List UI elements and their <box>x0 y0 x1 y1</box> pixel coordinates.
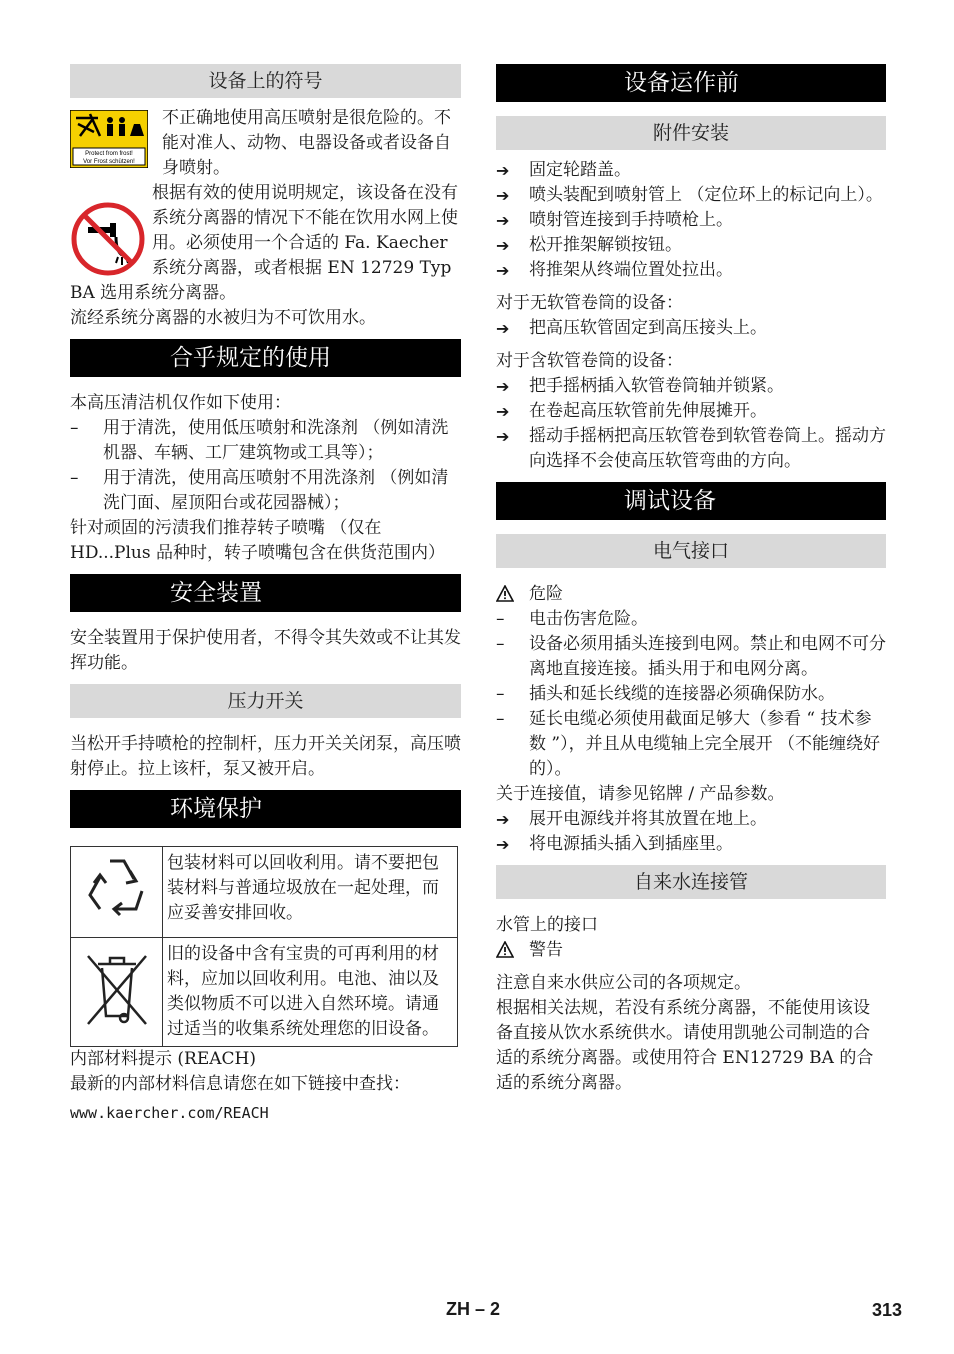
list-item: ➔ 把手摇柄插入软管卷筒轴并锁紧。 <box>496 374 886 399</box>
connection-note: 关于连接值，请参见铭牌 / 产品参数。 <box>496 784 785 804</box>
list-item: – 用于清洗，使用高压喷射不用洗涤剂 （例如清洗门面、屋顶阳台或花园器械）； <box>70 468 449 513</box>
reel-title: 对于含软管卷筒的设备： <box>496 351 683 371</box>
list-item: – 电击伤害危险。 <box>496 609 648 629</box>
warning-triangle-icon <box>496 941 514 958</box>
symbol-text-3: 流经系统分离器的水被归为不可饮用水。 <box>70 308 376 328</box>
footer-section: ZH – 2 <box>446 1299 501 1319</box>
list-item: – 设备必须用插头连接到电网。禁止和电网不可分离地直接连接。插头用于和电网分离。 <box>496 634 886 679</box>
commissioning-heading: 调试设备 <box>496 482 886 520</box>
accessory-heading: 附件安装 <box>496 116 886 150</box>
pressure-switch-heading: 压力开关 <box>70 684 461 718</box>
list-item: ➔ 将推架从终端位置处拉出。 <box>496 258 886 283</box>
intended-use-heading: 合乎规定的使用 <box>70 339 461 377</box>
list-item: ➔ 将电源插头插入到插座里。 <box>496 832 886 857</box>
before-operation-heading: 设备运作前 <box>496 64 886 102</box>
electrical-heading: 电气接口 <box>496 534 886 568</box>
arrow-icon: ➔ <box>496 236 510 255</box>
warning-triangle-icon <box>496 585 514 602</box>
recycle-icon <box>80 851 154 925</box>
list-item: – 用于清洗，使用低压喷射和洗涤剂 （例如清洗机器、车辆、工厂建筑物或工具等）； <box>70 418 449 463</box>
arrow-icon: ➔ <box>496 211 510 230</box>
list-item: ➔ 展开电源线并将其放置在地上。 <box>496 807 886 832</box>
water-text-2: 根据相关法规，若没有系统分离器，不能使用该设备直接从饮水系统供水。请使用凯驰公司制造的合适的系统分离器。或使用符合 EN12729 BA 的合适的系统分离器。 <box>496 998 874 1093</box>
safety-heading: 安全装置 <box>70 574 461 612</box>
reach-title: 内部材料提示 (REACH) <box>70 1049 256 1069</box>
reach-text: 最新的内部材料信息请您在如下链接中查找： <box>70 1074 410 1094</box>
symbol-text-1: 不正确地使用高压喷射是很危险的。不能对准人、动物、电器设备或者设备自身喷射。 <box>162 108 451 178</box>
symbols-heading: 设备上的符号 <box>70 64 461 98</box>
table-row <box>71 938 458 1047</box>
list-item: ➔ 摇动手摇柄把高压软管卷到软管卷筒上。摇动方向选择不会使高压软管弯曲的方向。 <box>496 426 886 471</box>
arrow-icon: ➔ <box>496 377 510 396</box>
left-column <box>70 64 461 1126</box>
env-row-1-text: 包装材料可以回收利用。请不要把包装材料与普通垃圾放在一起处理，而应妥善安排回收。 <box>163 847 458 938</box>
svg-text:Vor Frost schützen!: Vor Frost schützen! <box>83 159 135 165</box>
water-sub: 水管上的接口 <box>496 915 598 935</box>
safety-text: 安全装置用于保护使用者，不得令其失效或不让其发挥功能。 <box>70 628 461 673</box>
arrow-icon: ➔ <box>496 319 510 338</box>
page-number: 313 <box>872 1300 903 1320</box>
warning-notice: 警告 <box>496 938 886 963</box>
arrow-icon: ➔ <box>496 402 510 421</box>
list-item: ➔ 松开推架解锁按钮。 <box>496 233 886 258</box>
list-item: ➔ 在卷起高压软管前先伸展摊开。 <box>496 399 886 424</box>
arrow-icon: ➔ <box>496 835 510 854</box>
warning-label-icon <box>70 110 148 168</box>
list-item: – 插头和延长线缆的连接器必须确保防水。 <box>496 684 835 704</box>
arrow-icon: ➔ <box>496 427 510 446</box>
danger-notice: 危险 <box>496 582 886 607</box>
arrow-icon: ➔ <box>496 161 510 180</box>
no-reel-title: 对于无软管卷筒的设备： <box>496 293 683 313</box>
water-text-1: 注意自来水供应公司的各项规定。 <box>496 973 751 993</box>
right-column <box>496 64 886 1096</box>
environment-heading: 环境保护 <box>70 790 461 828</box>
list-item: ➔ 把高压软管固定到高压接头上。 <box>496 316 886 341</box>
arrow-icon: ➔ <box>496 261 510 280</box>
table-row <box>71 847 458 938</box>
symbol-text-2: 根据有效的使用说明规定，该设备在没有系统分离器的情况下不能在饮用水网上使用。必须使用一个合适的 Fa. Kaecher 系统分离器，或者根据 EN 12729 Typ BA 选用系统分离器。 <box>70 183 458 303</box>
crossed-bin-icon <box>80 946 154 1030</box>
intended-note: 针对顽固的污渍我们推荐转子喷嘴 （仅在 HD...Plus 品种时，转子喷嘴包含在供货范围内） <box>70 518 446 563</box>
list-item: ➔ 喷射管连接到手持喷枪上。 <box>496 208 886 233</box>
no-drinking-water-icon <box>70 201 146 277</box>
env-row-2-text: 旧的设备中含有宝贵的可再利用的材料，应加以回收利用。电池、油以及类似物质不可以进入自然环境。请通过适当的收集系统处理您的旧设备。 <box>163 938 458 1047</box>
pressure-text: 当松开手持喷枪的控制杆，压力开关关闭泵，高压喷射停止。拉上该杆，泵又被开启。 <box>70 734 461 779</box>
water-connection-heading: 自来水连接管 <box>496 865 886 899</box>
arrow-icon: ➔ <box>496 186 510 205</box>
symbols-block <box>70 98 461 331</box>
reach-link[interactable]: www.kaercher.com/REACH <box>70 1104 269 1122</box>
list-item: ➔ 喷头装配到喷射管上 （定位环上的标记向上）。 <box>496 183 886 208</box>
list-item: – 延长电缆必须使用截面足够大（参看 “ 技术参数 ”），并且从电缆轴上完全展开 （不能缠绕好的）。 <box>496 709 880 779</box>
arrow-icon: ➔ <box>496 810 510 829</box>
list-item: ➔ 固定轮踏盖。 <box>496 158 886 183</box>
svg-text:Protect from frost!: Protect from frost! <box>85 151 133 157</box>
intended-intro: 本高压清洁机仅作如下使用： <box>70 393 291 413</box>
environment-table <box>70 846 458 1047</box>
